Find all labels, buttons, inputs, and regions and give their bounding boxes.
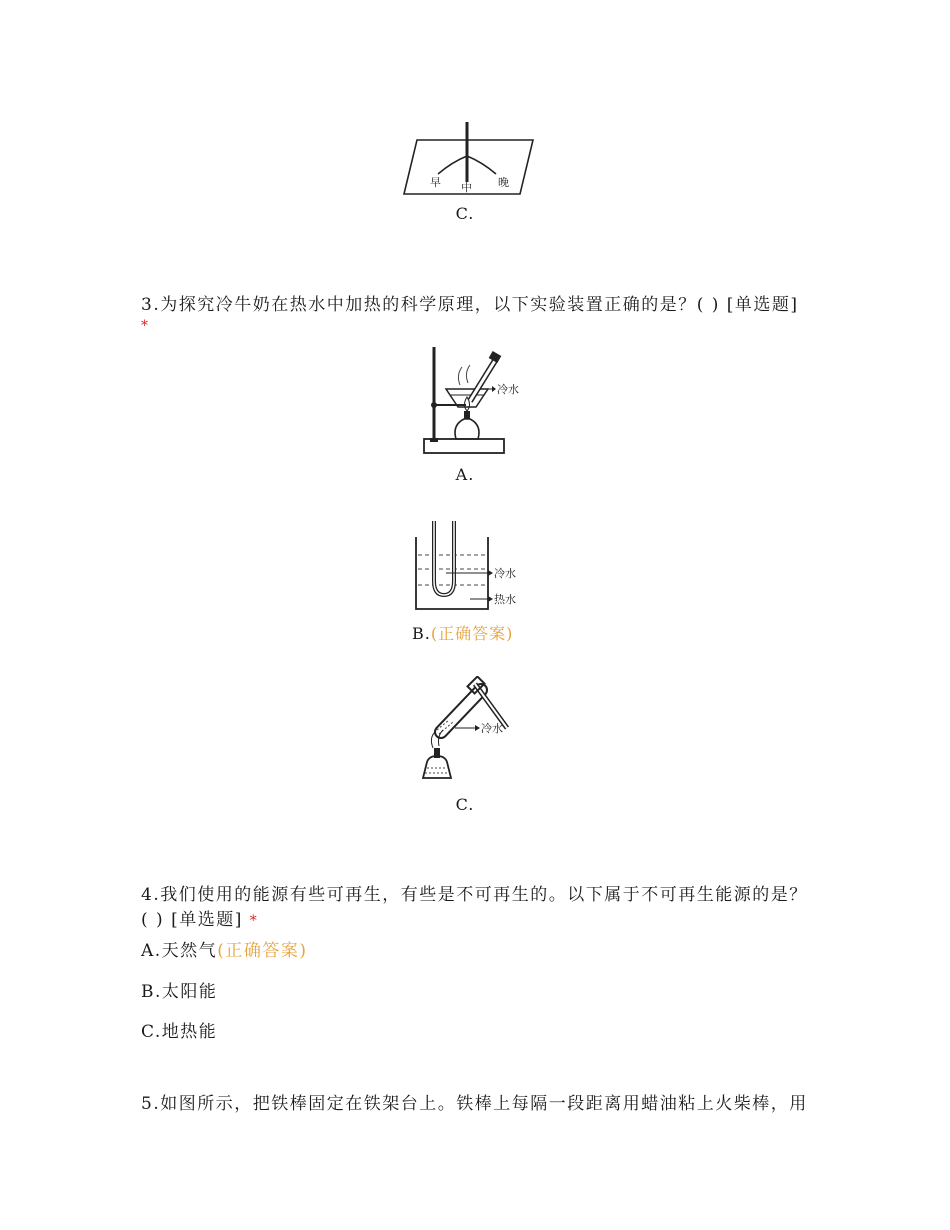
- option-label: A.天然气: [141, 941, 218, 961]
- apparatus-test-tube-in-beaker-figure: [410, 515, 528, 615]
- correct-answer-note: (正确答案): [430, 624, 514, 643]
- q3-question: [141, 293, 821, 318]
- option-label: C.: [455, 204, 475, 223]
- figure-label-cold-water: 冷水: [481, 722, 503, 735]
- required-mark: *: [141, 318, 148, 334]
- q4-question: [141, 883, 831, 934]
- option-label: B.: [412, 624, 431, 643]
- option-label: C.: [455, 795, 475, 814]
- q4-option-b[interactable]: [141, 977, 217, 1002]
- q5-question: [141, 1092, 831, 1117]
- question-text: 5.如图所示，把铁棒固定在铁架台上。铁棒上每隔一段距离用蜡油粘上火柴棒，用: [141, 1094, 808, 1114]
- question-text-line1: 4.我们使用的能源有些可再生，有些是不可再生的。以下属于不可再生能源的是？: [141, 885, 808, 905]
- figure-label-evening: 晚: [498, 176, 509, 189]
- correct-answer-note: (正确答案): [217, 941, 308, 961]
- option-label: A.: [455, 465, 475, 484]
- q4-option-c[interactable]: [141, 1017, 217, 1042]
- figure-label-noon: 中: [461, 181, 472, 194]
- option-label: C.地热能: [141, 1022, 218, 1042]
- option-label: B.太阳能: [141, 982, 218, 1002]
- apparatus-alcohol-burner-stand-figure: [420, 345, 525, 457]
- q4-option-a[interactable]: [141, 936, 307, 961]
- figure-label-hot-water: 热水: [494, 593, 516, 606]
- required-mark: *: [249, 913, 259, 929]
- figure-label-morning: 早: [430, 176, 441, 189]
- sundial-shadow-figure: [400, 118, 535, 200]
- apparatus-tilted-test-tube-figure: [415, 676, 515, 786]
- figure-label-cold-water: 冷水: [497, 383, 519, 396]
- question-text: 3.为探究冷牛奶在热水中加热的科学原理，以下实验装置正确的是？( ) [单选题]: [141, 295, 799, 315]
- question-text-line2: ( ) [单选题]: [141, 910, 243, 930]
- figure-label-cold-water: 冷水: [494, 567, 516, 580]
